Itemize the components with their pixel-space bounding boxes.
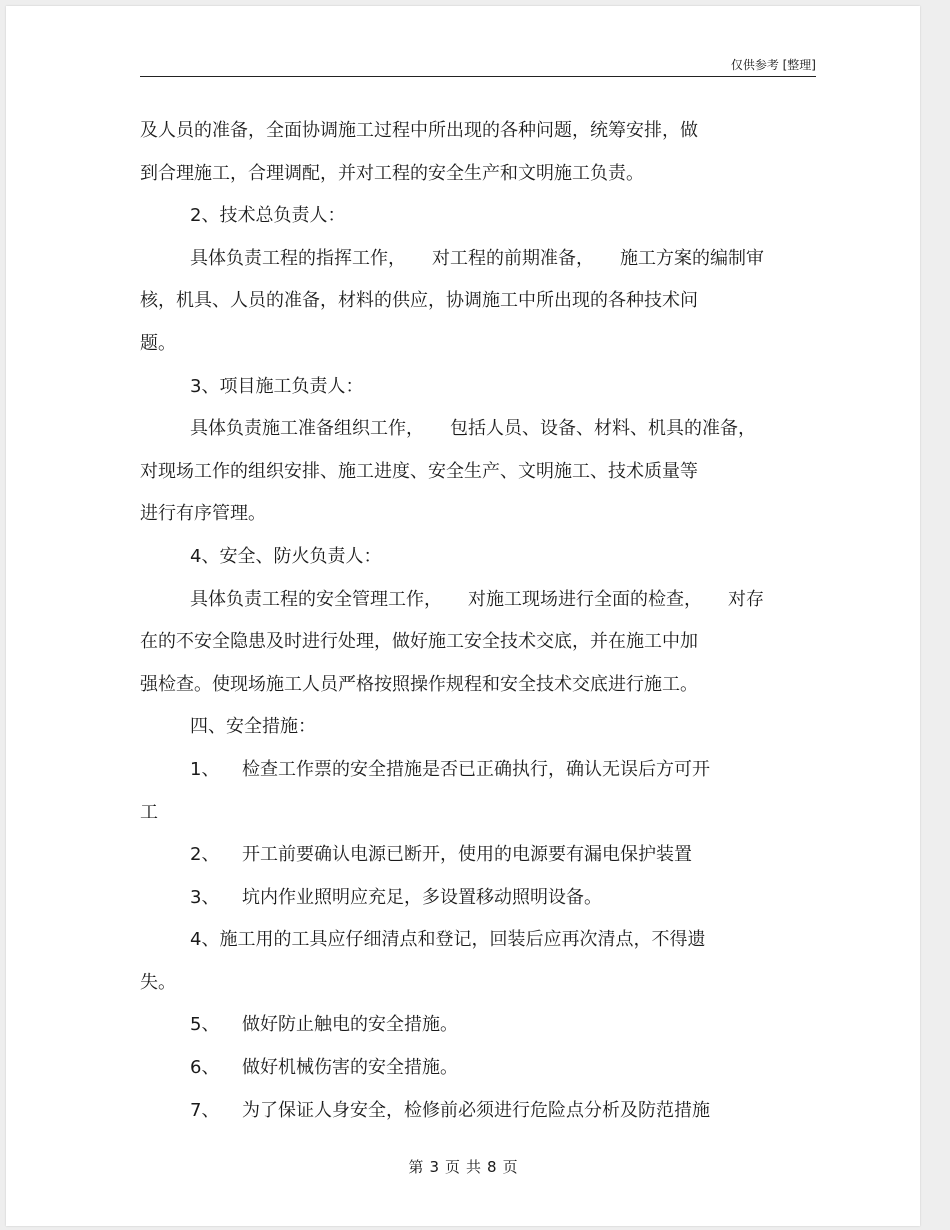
list-number: 2、 xyxy=(190,844,220,866)
text-segment: 具体负责工程的安全管理工作， xyxy=(190,588,442,610)
text-line xyxy=(140,110,816,153)
text-segment: 施工方案的编制审 xyxy=(620,247,764,269)
text-line xyxy=(140,366,816,409)
text-line xyxy=(140,834,816,877)
text-segment: 核，机具、人员的准备，材料的供应，协调施工中所出现的各种技术问 xyxy=(140,290,698,312)
list-number: 3、 xyxy=(190,886,220,908)
text-segment: 在的不安全隐患及时进行处理，做好施工安全技术交底，并在施工中加 xyxy=(140,631,698,653)
text-line xyxy=(140,962,816,1005)
text-segment: 及人员的准备，全面协调施工过程中所出现的各种问题，统筹安排，做 xyxy=(140,120,698,141)
text-segment: 做好防止触电的安全措施。 xyxy=(242,1014,458,1036)
text-line xyxy=(140,493,816,536)
text-segment: 包括人员、设备、材料、机具的准备， xyxy=(450,418,756,440)
text-segment: 四、安全措施： xyxy=(190,716,316,738)
page-header: 仅供参考 [整理] xyxy=(140,54,816,77)
text-segment: 3、项目施工负责人： xyxy=(190,375,364,397)
text-segment: 对现场工作的组织安排、施工进度、安全生产、文明施工、技术质量等 xyxy=(140,460,698,482)
text-line xyxy=(140,323,816,366)
footer-total-pages: 8 xyxy=(487,1158,497,1176)
text-segment: 对存 xyxy=(728,588,764,610)
text-line xyxy=(140,877,816,920)
footer-page-word: 页 xyxy=(444,1158,460,1176)
text-line xyxy=(140,1004,816,1047)
footer-current-page: 3 xyxy=(429,1158,439,1176)
text-line xyxy=(140,1090,816,1133)
footer-total-prefix: 共 xyxy=(466,1158,482,1176)
text-segment: 为了保证人身安全，检修前必须进行危险点分析及防范措施 xyxy=(242,1099,710,1121)
text-line xyxy=(140,579,816,622)
text-line xyxy=(140,451,816,494)
text-segment: 对工程的前期准备， xyxy=(432,247,594,269)
text-segment: 检查工作票的安全措施是否已正确执行，确认无误后方可开 xyxy=(242,758,710,780)
document-page xyxy=(6,6,920,1226)
footer-prefix: 第 xyxy=(408,1158,424,1176)
list-number: 5、 xyxy=(190,1014,220,1036)
document-body xyxy=(140,110,816,1132)
text-segment: 2、技术总负责人： xyxy=(190,205,346,227)
text-line xyxy=(140,792,816,835)
text-line xyxy=(140,1047,816,1090)
text-segment: 具体负责工程的指挥工作， xyxy=(190,247,406,269)
text-segment: 坑内作业照明应充足，多设置移动照明设备。 xyxy=(242,886,602,908)
text-line xyxy=(140,621,816,664)
text-segment: 到合理施工，合理调配，并对工程的安全生产和文明施工负责。 xyxy=(140,162,644,184)
text-segment: 具体负责施工准备组织工作， xyxy=(190,418,424,440)
text-segment: 强检查。使现场施工人员严格按照操作规程和安全技术交底进行施工。 xyxy=(140,673,698,695)
text-line xyxy=(140,664,816,707)
page-footer xyxy=(6,1156,920,1177)
text-line xyxy=(140,706,816,749)
text-line xyxy=(140,408,816,451)
text-segment: 进行有序管理。 xyxy=(140,503,266,525)
text-segment: 4、施工用的工具应仔细清点和登记，回装后应再次清点，不得遗 xyxy=(190,929,706,951)
text-line xyxy=(140,919,816,962)
text-segment: 工 xyxy=(140,801,158,823)
text-segment: 4、安全、防火负责人： xyxy=(190,545,382,567)
list-number: 1、 xyxy=(190,758,220,780)
text-line xyxy=(140,195,816,238)
text-line xyxy=(140,238,816,281)
text-segment: 失。 xyxy=(140,971,176,993)
text-segment: 开工前要确认电源已断开，使用的电源要有漏电保护装置 xyxy=(242,844,692,866)
text-line xyxy=(140,153,816,196)
text-segment: 对施工现场进行全面的检查， xyxy=(468,588,702,610)
list-number: 7、 xyxy=(190,1099,220,1121)
text-segment: 做好机械伤害的安全措施。 xyxy=(242,1057,458,1079)
text-line xyxy=(140,280,816,323)
footer-suffix: 页 xyxy=(502,1158,518,1176)
list-number: 6、 xyxy=(190,1057,220,1079)
text-line xyxy=(140,749,816,792)
text-line xyxy=(140,536,816,579)
text-segment: 题。 xyxy=(140,332,176,354)
